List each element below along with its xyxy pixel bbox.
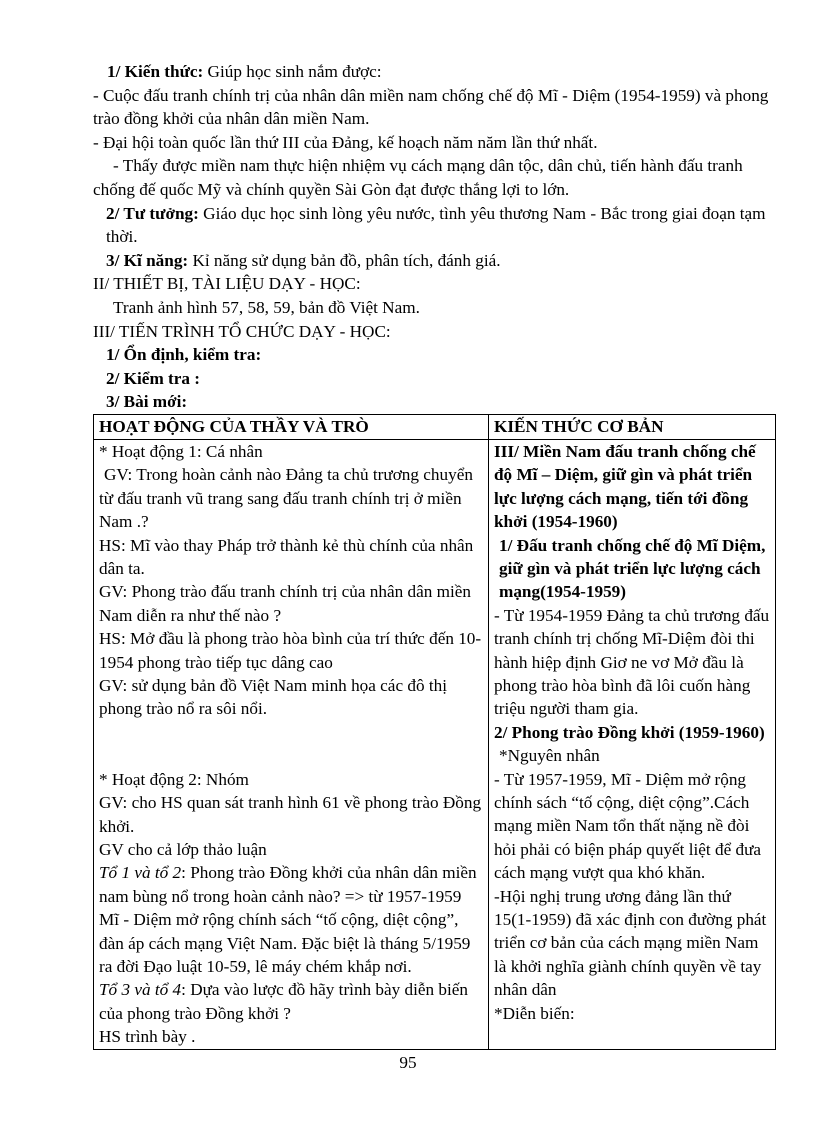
lesson-table [93, 414, 776, 1050]
lesson-page [93, 60, 779, 1050]
activity-1-question-2: GV: Phong trào đấu tranh chính trị của nhân dân miền Nam diễn ra như thế nào ? [99, 582, 471, 625]
knowledge-line [93, 60, 779, 84]
student-present: HS trình bày . [99, 1027, 196, 1047]
activity-2-instruction: GV: cho HS quan sát tranh hình 61 về phong trào Đồng khởi. [99, 793, 482, 836]
activities-cell [94, 439, 489, 1049]
page-number: 95 [399, 1053, 417, 1072]
activity-2-discussion: GV cho cả lớp thảo luận [99, 840, 267, 859]
step-2: 2/ Kiểm tra : [106, 368, 201, 388]
skill-line [93, 249, 779, 273]
cell-spacer [99, 721, 484, 768]
activity-2-title: * Hoạt động 2: Nhóm [99, 769, 249, 789]
thought-line [93, 202, 779, 249]
section-2-text: Tranh ảnh hình 57, 58, 59, bản đồ Việt Nam. [113, 297, 420, 317]
activity-1-title: * Hoạt động 1: Cá nhân [99, 441, 263, 461]
knowledge-point-2: - Từ 1957-1959, Mĩ - Diệm mở rộng chính sách “tố cộng, diệt cộng”.Cách mạng miền Nam tổn thất nặng nề đòi hỏi phải có biện pháp quyết liệt để đưa cách mạng vượt qua khó khăn. [494, 769, 762, 883]
thought-label: 2/ Tư tưởng: [106, 203, 199, 223]
knowledge-item-1: - Cuộc đấu tranh chính trị của nhân dân miền nam chống chế độ Mĩ - Diệm (1954-1959) và phong trào đồng khởi của nhân dân miền Nam. [93, 85, 769, 129]
table-header-row [94, 414, 776, 439]
group-3-4-text: : Dựa vào lược đồ hãy trình bày diễn biến của phong trào Đồng khởi ? [99, 980, 469, 1023]
header-activities: HOẠT ĐỘNG CỦA THẦY VÀ TRÒ [94, 414, 489, 439]
knowledge-text: Giúp học sinh nắm được: [203, 62, 382, 81]
group-1-2-task [99, 861, 484, 978]
header-knowledge: KIẾN THỨC CƠ BẢN [489, 414, 776, 439]
knowledge-point-3: -Hội nghị trung ương đảng lần thứ 15(1-1959) đã xác định con đường phát triển cơ bản của cách mạng miền Nam là khởi nghĩa giành chính quyền về tay nhân dân [494, 886, 767, 1000]
knowledge-label: 1/ Kiến thức: [107, 62, 204, 81]
cause-label: *Nguyên nhân [499, 746, 600, 766]
section-3-heading: III/ TIẾN TRÌNH TỔ CHỨC DẠY - HỌC: [93, 321, 391, 341]
knowledge-cell [489, 439, 776, 1049]
knowledge-heading-3: III/ Miền Nam đấu tranh chống chế độ Mĩ – Diệm, giữ gìn và phát triển lực lượng cách mạng, tiến tới đồng khởi (1954-1960) [494, 441, 756, 532]
knowledge-item-2: - Đại hội toàn quốc lần thứ III của Đảng, kế hoạch năm năm lần thứ nhất. [93, 132, 598, 152]
activity-1-answer: HS: Mĩ vào thay Pháp trở thành kẻ thù chính của nhân dân ta. [99, 535, 474, 578]
step-1: 1/ Ổn định, kiểm tra: [106, 345, 262, 365]
skill-text: Kỉ năng sử dụng bản đồ, phân tích, đánh giá. [188, 250, 501, 270]
knowledge-point-1: - Từ 1954-1959 Đảng ta chủ trương đấu tranh chính trị chống Mĩ-Diệm đòi thi hành hiệp định Giơ ne vơ Mở đầu là phong trào hòa bình đã lôi cuốn hàng triệu người tham gia. [494, 605, 770, 719]
thought-text: Giáo dục học sinh lòng yêu nước, tình yêu thương Nam - Bắc trong giai đoạn tạm thời. [106, 203, 766, 247]
group-1-2-text: : Phong trào Đồng khởi của nhân dân miền nam bùng nổ trong hoàn cảnh nào? => từ 1957-1959 Mĩ - Diệm mở rộng chính sách “tố cộng, diệt cộng”, đàn áp cách mạng Việt Nam. Đặc biệt là tháng 5/1959 ra đời Đạo luật 10-59, lê máy chém khắp nơi. [99, 863, 477, 977]
knowledge-subheading-1: 1/ Đấu tranh chống chế độ Mĩ Diệm, giữ gìn và phát triển lực lượng cách mạng(1954-1959) [499, 535, 766, 602]
knowledge-item-3: - Thấy được miền nam thực hiện nhiệm vụ cách mạng dân tộc, dân chủ, tiến hành đấu tranh chống đế quốc Mỹ và chính quyền Sài Gòn đạt được thắng lợi to lớn. [93, 156, 743, 199]
step-3: 3/ Bài mới: [106, 392, 188, 412]
knowledge-subheading-2: 2/ Phong trào Đồng khởi (1959-1960) [494, 722, 765, 742]
skill-label: 3/ Kĩ năng: [106, 250, 189, 270]
group-3-4-task [99, 978, 484, 1025]
section-2-heading: II/ THIẾT BỊ, TÀI LIỆU DẠY - HỌC: [93, 274, 361, 294]
activity-1-question: GV: Trong hoàn cảnh nào Đảng ta chủ trương chuyển từ đấu tranh vũ trang sang đấu tranh chính trị ở miền Nam .? [99, 465, 473, 532]
table-row [94, 439, 776, 1049]
activity-1-note: GV: sử dụng bản đồ Việt Nam minh họa các đô thị phong trào nổ ra sôi nổi. [99, 675, 447, 719]
group-1-2-label: Tổ 1 và tổ 2 [99, 863, 182, 883]
group-3-4-label: Tổ 3 và tổ 4 [99, 980, 182, 1000]
progress-label: *Diễn biến: [494, 1003, 575, 1023]
activity-1-answer-2: HS: Mở đầu là phong trào hòa bình của trí thức đến 10-1954 phong trào tiếp tục dâng cao [99, 629, 482, 672]
